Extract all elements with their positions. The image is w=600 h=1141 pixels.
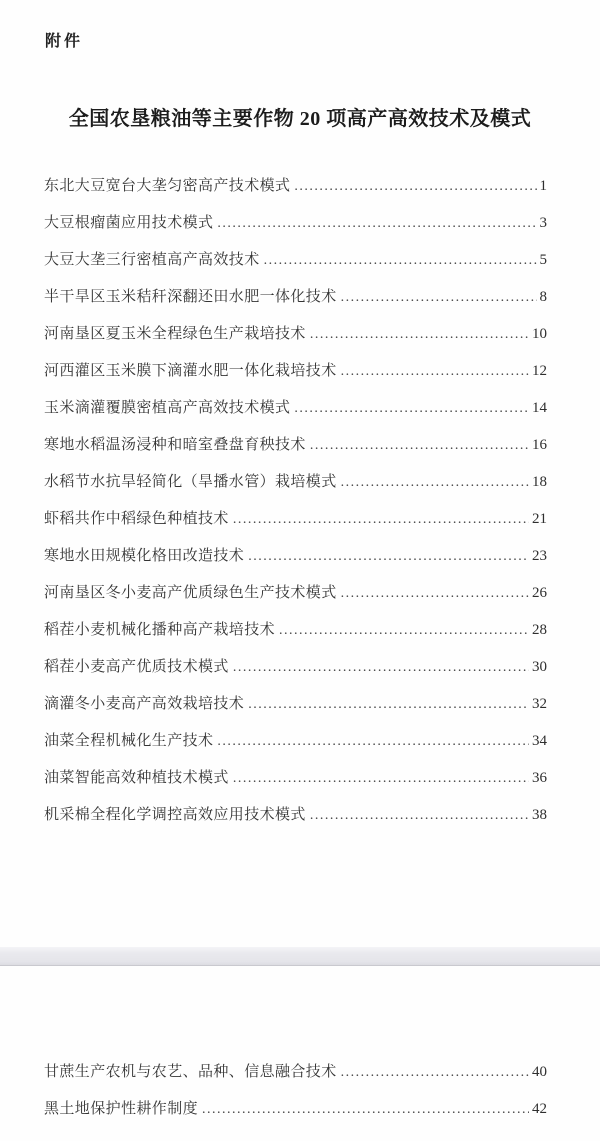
toc-entry[interactable] <box>44 686 547 723</box>
toc-entry[interactable] <box>44 279 547 316</box>
toc-entry-page: 38 <box>532 807 547 823</box>
dot-leader <box>341 1054 529 1091</box>
toc-entry-page: 1 <box>539 178 547 194</box>
toc-entry-title: 黑土地保护性耕作制度 <box>44 1101 199 1117</box>
dot-leader <box>310 797 529 834</box>
dot-leader <box>248 686 529 723</box>
toc-entry-title: 虾稻共作中稻绿色种植技术 <box>44 511 229 527</box>
toc-section-2 <box>44 1054 547 1128</box>
toc-entry[interactable] <box>44 538 547 575</box>
toc-entry[interactable] <box>44 501 547 538</box>
dot-leader <box>310 427 529 464</box>
toc-entry[interactable] <box>44 1054 547 1091</box>
toc-entry[interactable] <box>44 242 547 279</box>
toc-section-1 <box>44 168 547 834</box>
toc-entry-title: 河南垦区冬小麦高产优质绿色生产技术模式 <box>44 585 337 601</box>
toc-entry[interactable] <box>44 427 547 464</box>
dot-leader <box>294 168 536 205</box>
toc-entry-page: 21 <box>532 511 547 527</box>
toc-entry-page: 14 <box>532 400 547 416</box>
attachment-label: 附件 <box>45 33 84 50</box>
toc-entry-title: 寒地水田规模化格田改造技术 <box>44 548 245 564</box>
dot-leader <box>294 390 529 427</box>
dot-leader <box>279 612 529 649</box>
toc-entry[interactable] <box>44 464 547 501</box>
toc-entry-title: 寒地水稻温汤浸种和暗室叠盘育秧技术 <box>44 437 306 453</box>
dot-leader <box>341 575 529 612</box>
toc-entry[interactable] <box>44 205 547 242</box>
toc-entry-title: 水稻节水抗旱轻简化（旱播水管）栽培模式 <box>44 474 337 490</box>
toc-entry[interactable] <box>44 797 547 834</box>
dot-leader <box>233 649 529 686</box>
toc-entry-page: 12 <box>532 363 547 379</box>
toc-entry-page: 16 <box>532 437 547 453</box>
toc-entry[interactable] <box>44 316 547 353</box>
toc-entry[interactable] <box>44 353 547 390</box>
page-title: 全国农垦粮油等主要作物 20 项高产高效技术及模式 <box>68 108 532 130</box>
toc-entry-title: 大豆大垄三行密植高产高效技术 <box>44 252 260 268</box>
dot-leader <box>217 205 536 242</box>
toc-entry-page: 10 <box>532 326 547 342</box>
toc-entry[interactable] <box>44 612 547 649</box>
toc-entry-page: 5 <box>539 252 547 268</box>
toc-entry-title: 甘蔗生产农机与农艺、品种、信息融合技术 <box>44 1064 337 1080</box>
dot-leader <box>233 501 529 538</box>
toc-entry[interactable] <box>44 575 547 612</box>
toc-entry-title: 稻茬小麦高产优质技术模式 <box>44 659 229 675</box>
toc-entry[interactable] <box>44 168 547 205</box>
page-separator <box>0 947 600 966</box>
toc-entry-page: 30 <box>532 659 547 675</box>
toc-entry[interactable] <box>44 760 547 797</box>
toc-entry-page: 42 <box>532 1101 547 1117</box>
toc-entry-page: 32 <box>532 696 547 712</box>
dot-leader <box>217 723 529 760</box>
toc-entry[interactable] <box>44 390 547 427</box>
dot-leader <box>341 353 529 390</box>
toc-entry-title: 滴灌冬小麦高产高效栽培技术 <box>44 696 245 712</box>
toc-entry-title: 东北大豆宽台大垄匀密高产技术模式 <box>44 178 291 194</box>
toc-entry[interactable] <box>44 1091 547 1128</box>
toc-entry-page: 28 <box>532 622 547 638</box>
toc-entry-page: 3 <box>539 215 547 231</box>
toc-entry-title: 油菜全程机械化生产技术 <box>44 733 214 749</box>
toc-entry-title: 玉米滴灌覆膜密植高产高效技术模式 <box>44 400 291 416</box>
toc-entry[interactable] <box>44 649 547 686</box>
toc-entry-page: 8 <box>539 289 547 305</box>
toc-entry-page: 36 <box>532 770 547 786</box>
dot-leader <box>341 464 529 501</box>
toc-entry-title: 河南垦区夏玉米全程绿色生产栽培技术 <box>44 326 306 342</box>
dot-leader <box>310 316 529 353</box>
toc-entry[interactable] <box>44 723 547 760</box>
dot-leader <box>233 760 529 797</box>
toc-entry-page: 18 <box>532 474 547 490</box>
toc-entry-title: 河西灌区玉米膜下滴灌水肥一体化栽培技术 <box>44 363 337 379</box>
toc-entry-page: 40 <box>532 1064 547 1080</box>
toc-entry-title: 稻茬小麦机械化播种高产栽培技术 <box>44 622 276 638</box>
toc-entry-page: 23 <box>532 548 547 564</box>
dot-leader <box>341 279 537 316</box>
toc-entry-title: 半干旱区玉米秸秆深翻还田水肥一体化技术 <box>44 289 337 305</box>
dot-leader <box>264 242 537 279</box>
dot-leader <box>202 1091 529 1128</box>
toc-entry-title: 大豆根瘤菌应用技术模式 <box>44 215 214 231</box>
toc-entry-title: 油菜智能高效种植技术模式 <box>44 770 229 786</box>
dot-leader <box>248 538 529 575</box>
toc-entry-title: 机采棉全程化学调控高效应用技术模式 <box>44 807 306 823</box>
toc-entry-page: 34 <box>532 733 547 749</box>
toc-entry-page: 26 <box>532 585 547 601</box>
